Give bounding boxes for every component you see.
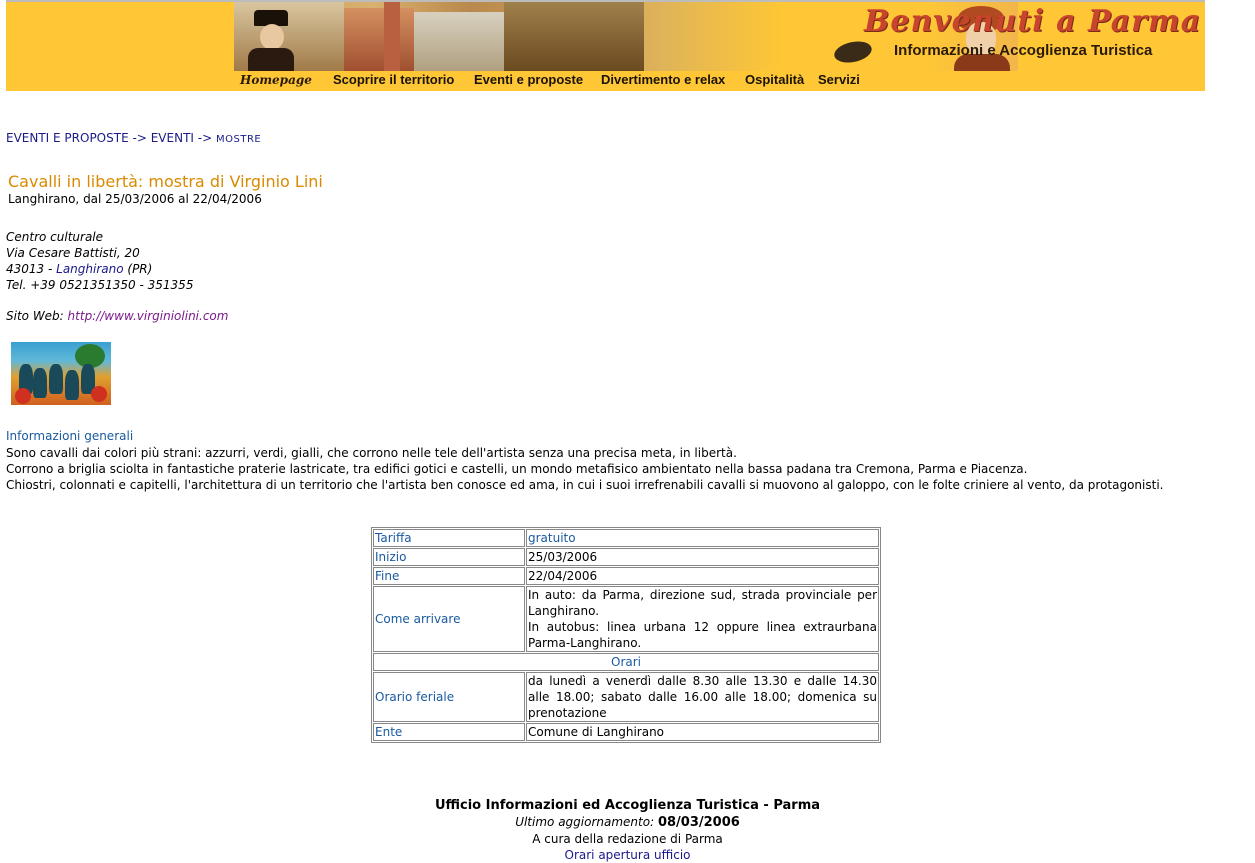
nav-eventi-proposte[interactable]: Eventi e proposte	[474, 72, 584, 87]
inizio-value: 25/03/2006	[526, 548, 879, 566]
table-row	[373, 586, 879, 652]
breadcrumb-eventi[interactable]: EVENTI	[150, 131, 194, 145]
orario-feriale-value: da lunedì a venerdì dalle 8.30 alle 13.30 e dalle 14.30 alle 18.00; sabato dalle 16.00 alle 18.00; domenica su prenotazione	[528, 674, 877, 720]
tariffa-value: gratuito	[526, 529, 879, 547]
footer-editor: A cura della redazione di Parma	[532, 832, 723, 846]
website-link[interactable]: http://www.virginiolini.com	[67, 309, 229, 323]
event-address	[6, 229, 193, 293]
banner-photo-portrait	[234, 2, 344, 71]
site-title: Benvenuti a Parma	[864, 4, 1202, 39]
nav-homepage[interactable]: Homepage	[240, 73, 312, 87]
venue-name: Centro culturale	[6, 230, 104, 244]
arrivare-bus: In autobus: linea urbana 12 oppure linea extraurbana Parma-Langhirano.	[528, 620, 877, 650]
breadcrumb	[6, 131, 261, 145]
breadcrumb-separator: ->	[197, 131, 213, 145]
banner-photo-cheese	[504, 2, 644, 71]
office-hours-link[interactable]: Orari apertura ufficio	[564, 848, 691, 862]
arrivare-auto: In auto: da Parma, direzione sud, strada provinciale per Langhirano.	[528, 588, 877, 618]
ente-label: Ente	[373, 723, 525, 741]
description-line: Corrono a briglia sciolta in fantastiche praterie lastricate, tra edifici gotici e castelli, un mondo metafisico ambientato nella bassa padana tra Cremona, Parma e Piacenza.	[6, 462, 1028, 476]
table-row	[373, 672, 879, 722]
page-footer	[0, 798, 1255, 863]
come-arrivare-value	[526, 586, 879, 652]
nav-scoprire-territorio[interactable]: Scoprire il territorio	[333, 72, 455, 87]
nav-servizi[interactable]: Servizi	[818, 72, 860, 87]
footer-updated	[0, 814, 1255, 831]
come-arrivare-label: Come arrivare	[373, 586, 525, 652]
nav-ospitalita[interactable]: Ospitalità	[745, 72, 805, 87]
breadcrumb-mostre: MOSTRE	[215, 134, 262, 145]
breadcrumb-separator: ->	[132, 131, 147, 145]
venue-street: Via Cesare Battisti, 20	[6, 246, 140, 260]
table-row	[373, 548, 879, 566]
ente-value: Comune di Langhirano	[526, 723, 879, 741]
description-line: Sono cavalli dai colori più strani: azzurri, verdi, gialli, che corrono nelle tele dell'artista senza una precisa meta, in libertà.	[6, 446, 737, 460]
description-line: Chiostri, colonnati e capitelli, l'architettura di un territorio che l'artista ben conosce ed ama, in cui i suoi irrefrenabili cavalli si muovono al galoppo, con le folte criniere al vento, da protagonisti.	[6, 478, 1164, 492]
website-label: Sito Web:	[6, 309, 68, 323]
orari-heading: Orari	[373, 653, 879, 671]
venue-zip: 43013 -	[6, 262, 57, 276]
footer-office: Ufficio Informazioni ed Accoglienza Turistica - Parma	[434, 798, 821, 813]
table-row	[373, 529, 879, 547]
event-details-table	[371, 527, 881, 743]
event-place-dates: Langhirano, dal 25/03/2006 al 22/04/2006	[8, 192, 262, 206]
banner-photo-baptistery	[414, 12, 504, 71]
venue-town-link[interactable]: Langhirano	[56, 262, 124, 276]
updated-date: 08/03/2006	[657, 815, 740, 830]
table-row	[373, 653, 879, 671]
nav-divertimento-relax[interactable]: Divertimento e relax	[601, 72, 726, 87]
orario-feriale-label: Orario feriale	[373, 672, 525, 722]
venue-province: (PR)	[123, 262, 153, 276]
event-title: Cavalli in libertà: mostra di Virginio Lini	[8, 172, 323, 191]
table-row	[373, 567, 879, 585]
website-line	[6, 309, 228, 323]
updated-label: Ultimo aggiornamento:	[515, 815, 658, 829]
banner-photo-cathedral	[344, 8, 414, 71]
fine-label: Fine	[373, 567, 525, 585]
breadcrumb-eventi-proposte[interactable]: EVENTI E PROPOSTE	[6, 131, 129, 145]
event-thumbnail[interactable]	[11, 342, 111, 405]
main-nav	[234, 72, 1018, 91]
site-header	[6, 2, 1205, 91]
event-description	[6, 445, 1196, 493]
header-banner	[234, 2, 1202, 71]
fine-value: 22/04/2006	[526, 567, 879, 585]
info-heading: Informazioni generali	[6, 429, 134, 443]
inizio-label: Inizio	[373, 548, 525, 566]
table-row	[373, 723, 879, 741]
venue-phone: Tel. +39 0521351350 - 351355	[6, 278, 194, 292]
site-subtitle: Informazioni e Accoglienza Turistica	[894, 42, 1153, 59]
tariffa-label: Tariffa	[373, 529, 525, 547]
